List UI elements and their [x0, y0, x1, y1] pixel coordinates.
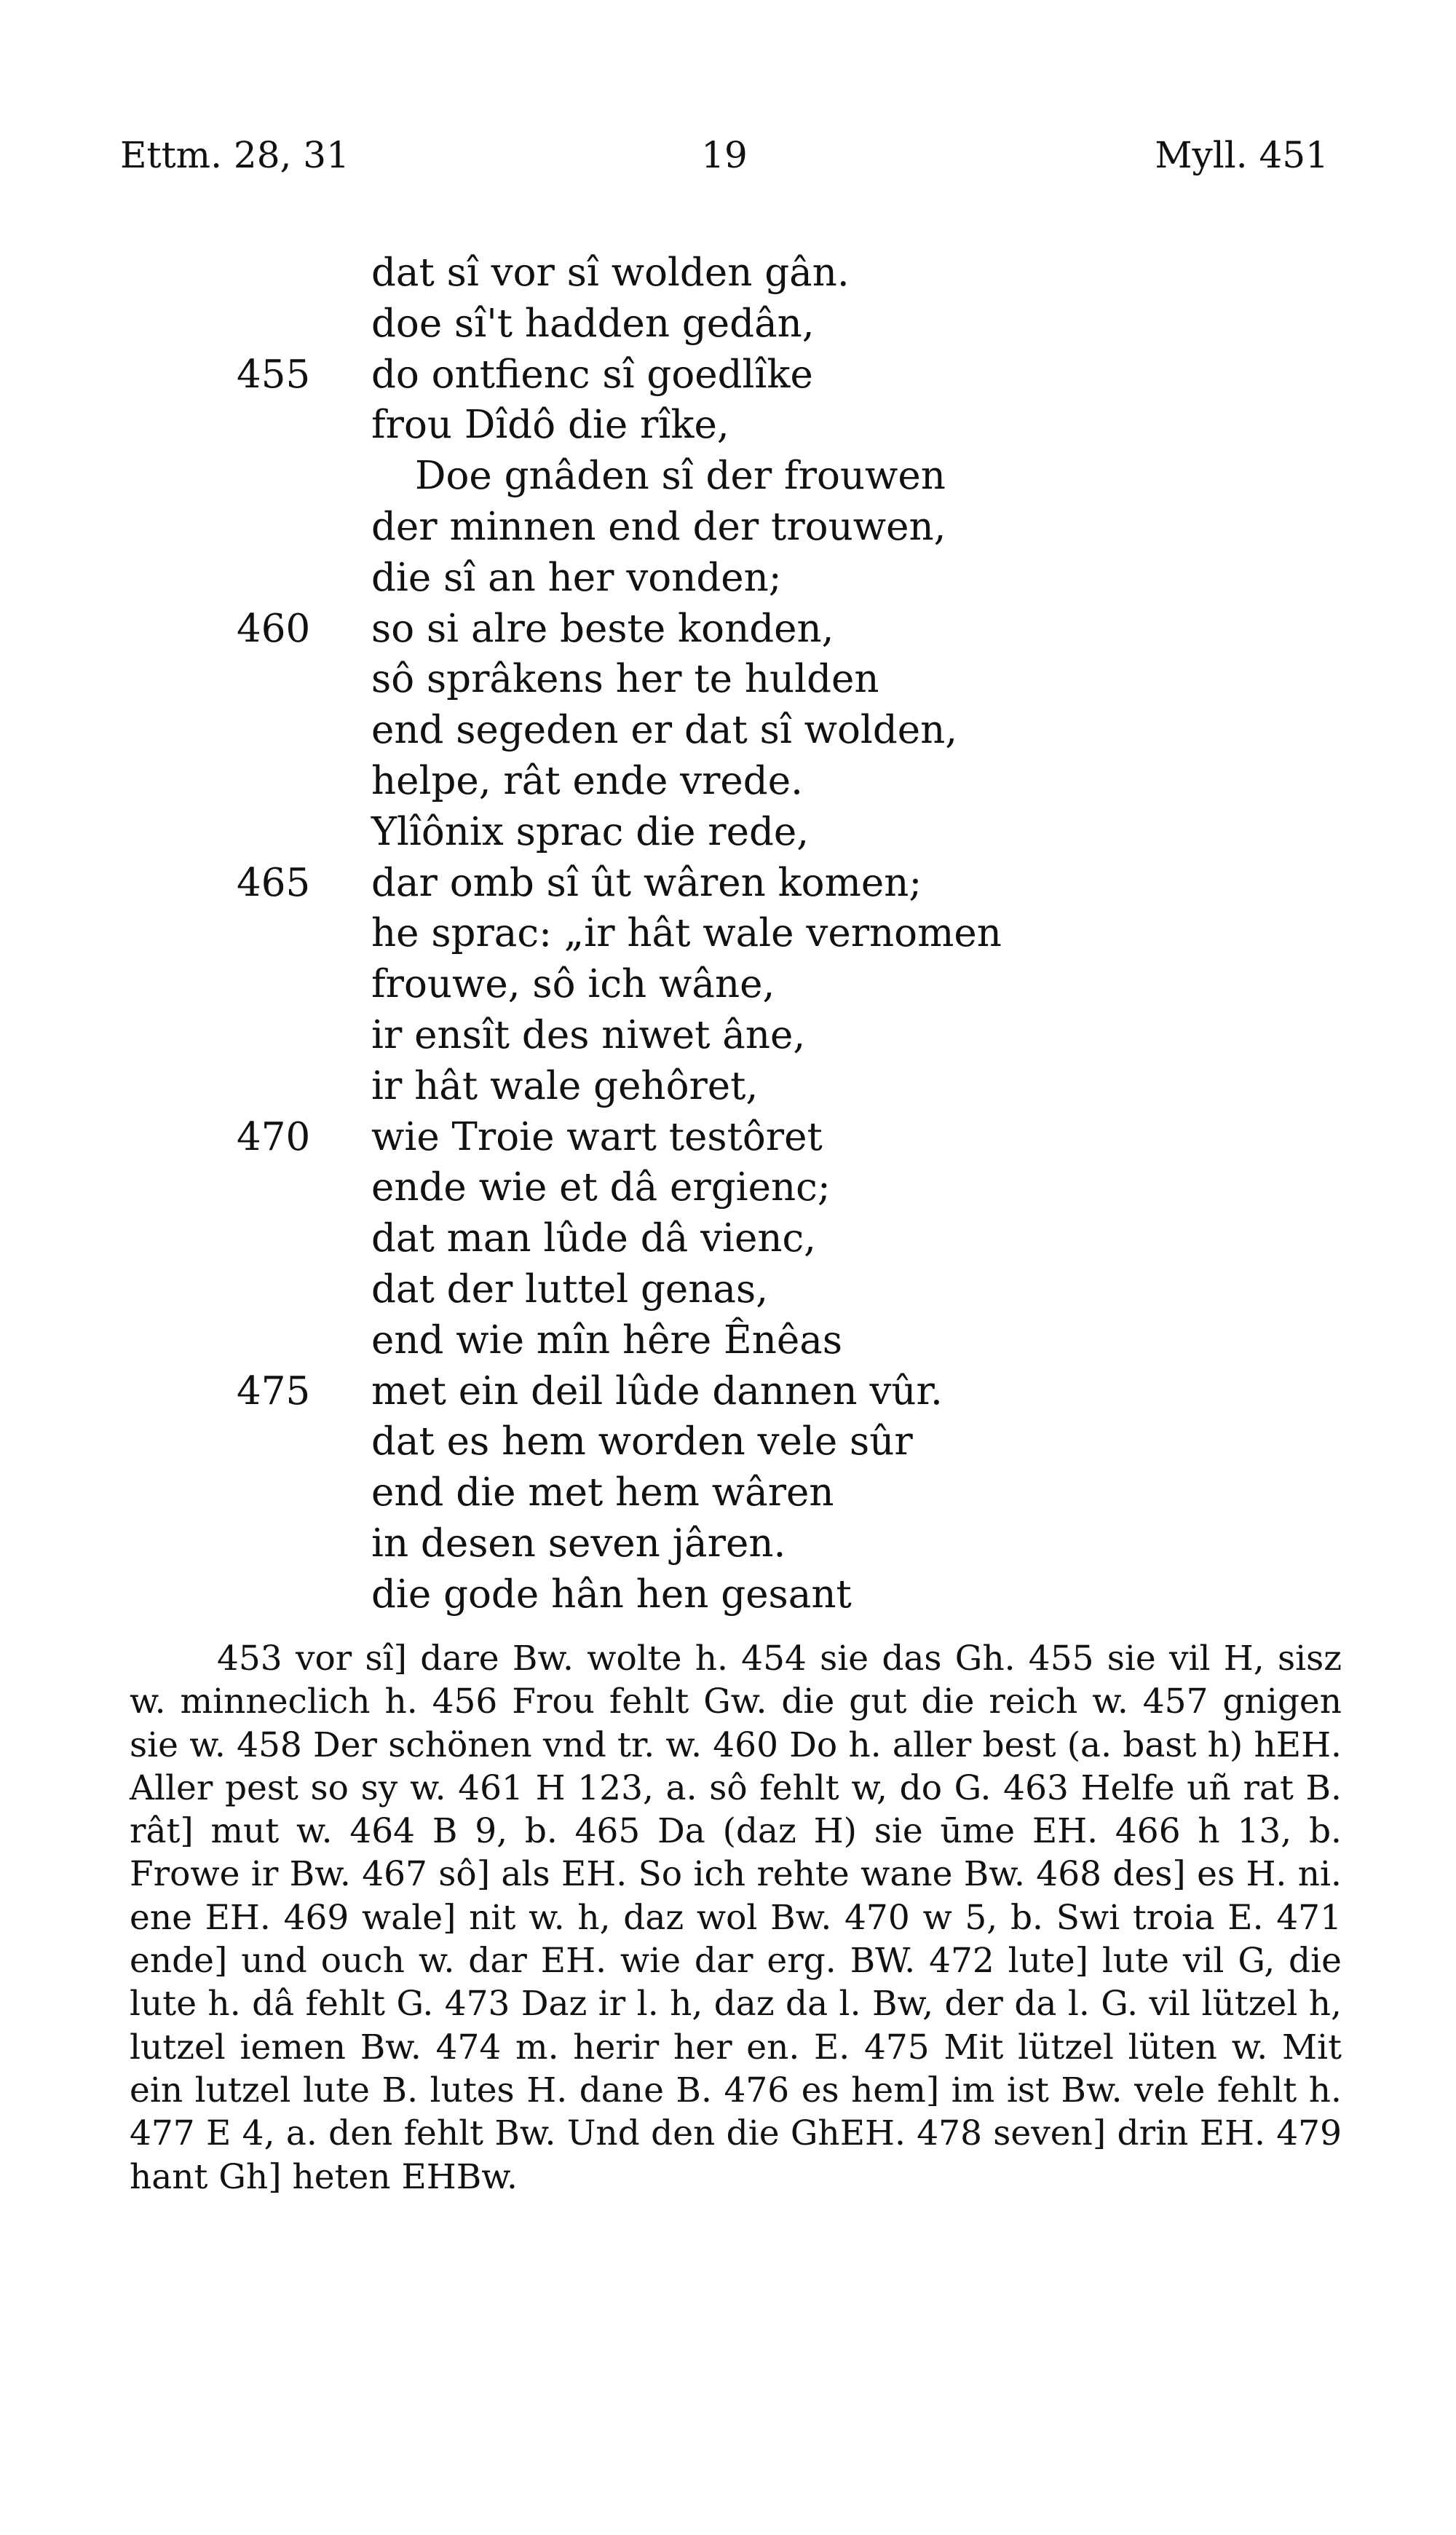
verse-line-text: frou Dîdô die rîke,	[371, 403, 729, 448]
verse-line-text: frouwe, sô ich wâne,	[371, 962, 775, 1007]
verse-line	[0, 959, 1456, 1010]
verse-line-text: dat es hem worden vele sûr	[371, 1419, 913, 1464]
verse-line	[0, 1162, 1456, 1213]
verse-line	[0, 553, 1456, 604]
verse-line-text: sô sprâkens her te hulden	[371, 657, 879, 702]
verse-line-text: end die met hem wâren	[371, 1470, 834, 1515]
verse-line	[0, 858, 1456, 909]
verse-line-text: in desen seven jâren.	[371, 1521, 786, 1566]
verse-line	[0, 1569, 1456, 1620]
page-number: 19	[701, 134, 748, 176]
verse-line-text: do ontfienc sî goedlîke	[371, 352, 813, 397]
verse-line	[0, 299, 1456, 350]
critical-apparatus	[130, 1637, 1342, 2199]
verse-line	[0, 248, 1456, 299]
verse-line	[0, 1264, 1456, 1315]
running-header	[120, 130, 1329, 181]
verse-line	[0, 807, 1456, 858]
verse-line	[0, 1112, 1456, 1163]
line-number: 475	[237, 1368, 311, 1414]
line-number: 465	[237, 860, 311, 905]
verse-line	[0, 1061, 1456, 1112]
line-number: 460	[237, 606, 311, 651]
verse-line-text: dar omb sî ût wâren komen;	[371, 860, 922, 905]
verse-line	[0, 400, 1456, 451]
verse-line-text: dat man lûde dâ vienc,	[371, 1216, 817, 1261]
verse-line	[0, 350, 1456, 401]
verse-line-text: Ylîônix sprac die rede,	[371, 809, 810, 854]
verse-line	[0, 1213, 1456, 1264]
verse-line	[0, 1366, 1456, 1417]
verse-line	[0, 1518, 1456, 1569]
verse-line-text: helpe, rât ende vrede.	[371, 758, 803, 803]
verse-line	[0, 756, 1456, 807]
verse-line-text: ir ensît des niwet âne,	[371, 1012, 806, 1057]
verse-line	[0, 502, 1456, 553]
verse-line	[0, 1416, 1456, 1467]
verse-line	[0, 654, 1456, 705]
verse-line-text: der minnen end der trouwen,	[371, 504, 946, 549]
verse-line-text: doe sî't hadden gedân,	[371, 301, 815, 346]
verse-line	[0, 451, 1456, 502]
verse-line	[0, 1467, 1456, 1518]
verse-line-text: ende wie et dâ ergienc;	[371, 1165, 831, 1210]
verse-line-text: ir hât wale gehôret,	[371, 1063, 759, 1108]
verse-line	[0, 908, 1456, 959]
verse-line-text: end wie mîn hêre Ênêas	[371, 1317, 843, 1363]
verse-line-text: he sprac: „ir hât wale vernomen	[371, 911, 1002, 956]
verse-line-text: die sî an her vonden;	[371, 555, 782, 600]
verse-line-text: met ein deil lûde dannen vûr.	[371, 1368, 943, 1414]
verse-line-text: end segeden er dat sî wolden,	[371, 708, 958, 753]
verse-line-text: die gode hân hen gesant	[371, 1572, 852, 1617]
verse-line	[0, 604, 1456, 655]
line-number: 455	[237, 352, 311, 397]
header-right: Myll. 451	[1155, 134, 1329, 176]
verse-line-text: dat der luttel genas,	[371, 1266, 769, 1312]
verse-text	[0, 248, 1456, 1620]
verse-line-text: so si alre beste konden,	[371, 606, 834, 651]
header-left: Ettm. 28, 31	[120, 134, 349, 176]
verse-line-text: wie Troie wart testôret	[371, 1114, 823, 1159]
verse-line	[0, 705, 1456, 756]
apparatus-text: 453 vor sî] dare Bw. wolte h. 454 sie das Gh. 455 sie vil H, sisz w. minneclich h. 456 Frou fehlt Gw. die gut die reich w. 457 gnigen sie w. 458 Der schönen vnd tr. w. 460 Do h. aller best (a. bast h) hEH. Aller pest so sy w. 461 H 123, a. sô fehlt w, do G. 463 Helfe uñ rat B. rât] mut w. 464 B 9, b. 465 Da (daz H) sie ūme EH. 466 h 13, b. Frowe ir Bw. 467 sô] als EH. So ich rehte wane Bw. 468 des] es H. ni. ene EH. 469 wale] nit w. h, daz wol Bw. 470 w 5, b. Swi troia E. 471 ende] und ouch w. dar EH. wie dar erg. BW. 472 lute] lute vil G, die lute h. dâ fehlt G. 473 Daz ir l. h, daz da l. Bw, der da l. G. vil lützel h, lutzel iemen Bw. 474 m. herir her en. E. 475 Mit lützel lüten w. Mit ein lutzel lute B. lutes H. dane B. 476 es hem] im ist Bw. vele fehlt h. 477 E 4, a. den fehlt Bw. Und den die GhEH. 478 seven] drin EH. 479 hant Gh] heten EHBw.	[130, 1639, 1342, 2197]
line-number: 470	[237, 1114, 311, 1159]
verse-line	[0, 1315, 1456, 1366]
verse-line-text: Doe gnâden sî der frouwen	[415, 454, 946, 499]
verse-line	[0, 1010, 1456, 1061]
verse-line-text: dat sî vor sî wolden gân.	[371, 251, 850, 295]
